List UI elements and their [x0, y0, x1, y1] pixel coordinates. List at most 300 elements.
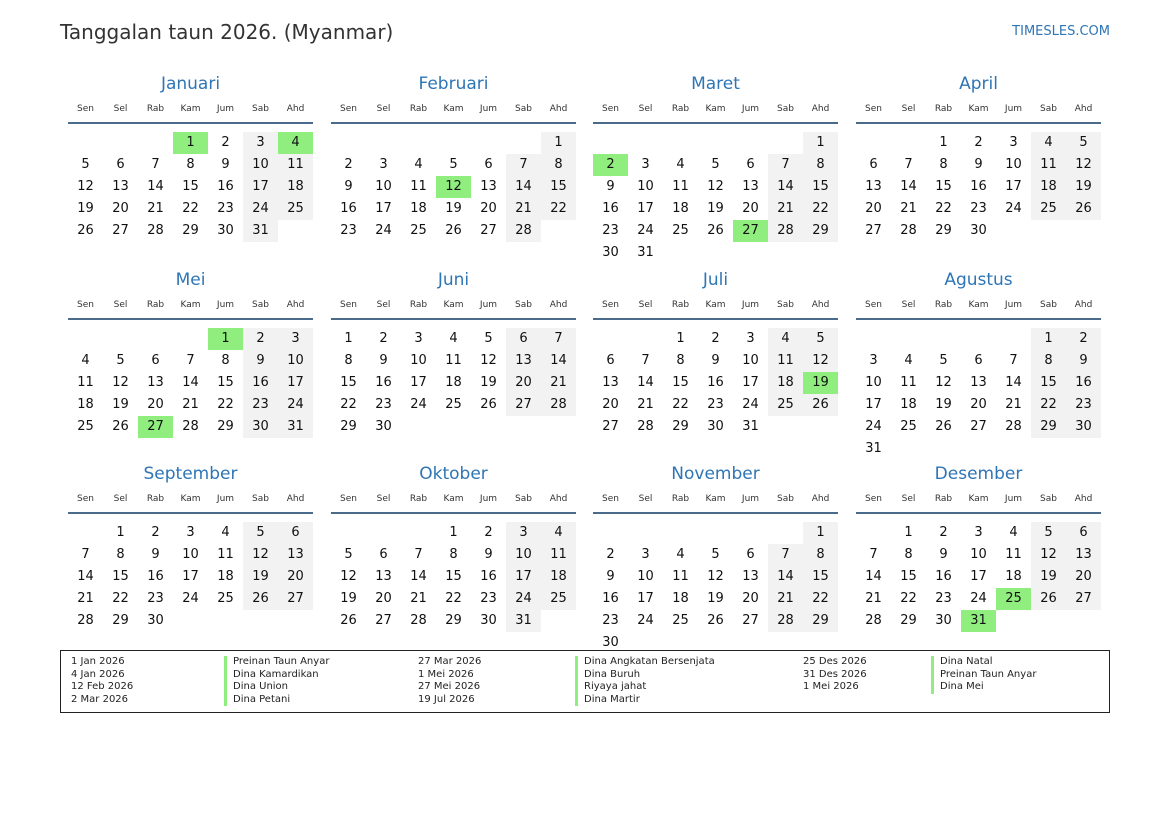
day-cell: 18 — [77, 397, 94, 412]
holiday-day-cell: 4 — [278, 132, 313, 154]
weekday-label: Kam — [443, 300, 464, 310]
day-cell: 21 — [637, 397, 654, 412]
day-cell: 29 — [1031, 416, 1066, 438]
day-cell: 18 — [768, 372, 803, 394]
month-divider — [593, 318, 838, 320]
day-cell: 10 — [637, 569, 654, 584]
day-cell: 10 — [742, 353, 759, 368]
day-cell: 21 — [1005, 397, 1022, 412]
day-cell: 19 — [77, 201, 94, 216]
day-cell: 25 — [672, 223, 689, 238]
day-cell: 11 — [1031, 154, 1066, 176]
day-cell: 18 — [672, 591, 689, 606]
day-cell: 5 — [243, 522, 278, 544]
day-cell: 3 — [278, 328, 313, 350]
month-divider — [68, 122, 313, 124]
day-cell: 8 — [803, 544, 838, 566]
month-name: Januari — [160, 74, 221, 94]
day-cell: 5 — [1066, 132, 1101, 154]
day-cell: 18 — [410, 201, 427, 216]
day-cell: 26 — [707, 613, 724, 628]
day-cell: 29 — [217, 419, 234, 434]
weekday-label: Ahd — [1074, 494, 1093, 504]
holiday-day-cell: 2 — [593, 154, 628, 176]
day-cell: 14 — [77, 569, 94, 584]
day-cell: 17 — [410, 375, 427, 390]
day-cell: 29 — [803, 610, 838, 632]
month-name: November — [671, 464, 760, 484]
day-cell: 24 — [1005, 201, 1022, 216]
day-cell: 7 — [81, 547, 90, 562]
day-cell: 28 — [637, 419, 654, 434]
month-name: Agustus — [944, 270, 1013, 290]
day-cell: 24 — [970, 591, 987, 606]
day-cell: 9 — [711, 353, 720, 368]
day-cell: 17 — [865, 397, 882, 412]
day-cell: 30 — [707, 419, 724, 434]
day-cell: 14 — [541, 350, 576, 372]
weekday-label: Jum — [1004, 300, 1023, 310]
day-cell: 17 — [1005, 179, 1022, 194]
weekday-label: Sab — [777, 494, 794, 504]
day-cell: 26 — [112, 419, 129, 434]
day-cell: 4 — [449, 331, 458, 346]
day-cell: 30 — [147, 613, 164, 628]
day-cell: 10 — [410, 353, 427, 368]
weekday-label: Sab — [777, 300, 794, 310]
day-cell: 2 — [606, 547, 615, 562]
day-cell: 11 — [672, 569, 689, 584]
weekday-label: Ahd — [811, 494, 830, 504]
day-cell: 21 — [865, 591, 882, 606]
weekday-label: Sab — [515, 300, 532, 310]
holiday-day-cell: 12 — [436, 176, 471, 198]
weekday-label: Sel — [638, 300, 653, 310]
day-cell: 15 — [182, 179, 199, 194]
day-cell: 23 — [243, 394, 278, 416]
weekday-label: Sab — [1040, 494, 1057, 504]
day-cell: 24 — [742, 397, 759, 412]
day-cell: 24 — [637, 223, 654, 238]
day-cell: 12 — [340, 569, 357, 584]
day-cell: 5 — [1031, 522, 1066, 544]
day-cell: 14 — [865, 569, 882, 584]
day-cell: 8 — [676, 353, 685, 368]
day-cell: 5 — [116, 353, 125, 368]
weekday-label: Sab — [1040, 300, 1057, 310]
day-cell: 8 — [803, 154, 838, 176]
day-cell: 12 — [935, 375, 952, 390]
day-cell: 22 — [803, 588, 838, 610]
day-cell: 11 — [541, 544, 576, 566]
day-cell: 10 — [637, 179, 654, 194]
day-cell: 24 — [410, 397, 427, 412]
month-name: Juni — [437, 270, 470, 290]
day-cell: 11 — [278, 154, 313, 176]
legend-date: 1 Jan 2026 — [71, 656, 125, 667]
day-cell: 10 — [1005, 157, 1022, 172]
day-cell: 31 — [278, 416, 313, 438]
day-cell: 16 — [602, 201, 619, 216]
day-cell: 27 — [375, 613, 392, 628]
day-cell: 30 — [1066, 416, 1101, 438]
day-cell: 19 — [1066, 176, 1101, 198]
day-cell: 16 — [602, 591, 619, 606]
weekday-label: Rab — [934, 104, 953, 114]
day-cell: 16 — [147, 569, 164, 584]
day-cell: 12 — [1066, 154, 1101, 176]
day-cell: 26 — [707, 223, 724, 238]
day-cell: 22 — [340, 397, 357, 412]
holiday-day-cell: 27 — [733, 220, 768, 242]
weekday-label: Sen — [865, 104, 882, 114]
day-cell: 24 — [182, 591, 199, 606]
legend-holiday: Dina Martir — [584, 693, 640, 705]
day-cell: 1 — [541, 132, 576, 154]
day-cell: 18 — [217, 569, 234, 584]
day-cell: 21 — [768, 198, 803, 220]
day-cell: 6 — [1066, 522, 1101, 544]
day-cell: 29 — [340, 419, 357, 434]
weekday-label: Sab — [252, 104, 269, 114]
legend-dates-col1 — [71, 656, 133, 706]
day-cell: 28 — [77, 613, 94, 628]
day-cell: 21 — [182, 397, 199, 412]
day-cell: 12 — [77, 179, 94, 194]
day-cell: 29 — [112, 613, 129, 628]
weekday-label: Rab — [409, 300, 428, 310]
day-cell: 7 — [869, 547, 878, 562]
day-cell: 31 — [243, 220, 278, 242]
day-cell: 26 — [480, 397, 497, 412]
day-cell: 20 — [970, 397, 987, 412]
month-name: Maret — [691, 74, 740, 94]
day-cell: 25 — [445, 397, 462, 412]
weekday-label: Sab — [252, 494, 269, 504]
day-cell: 11 — [77, 375, 94, 390]
day-cell: 24 — [278, 394, 313, 416]
weekday-label: Sen — [602, 104, 619, 114]
weekday-label: Ahd — [286, 494, 305, 504]
month-name: Mei — [175, 270, 206, 290]
day-cell: 23 — [480, 591, 497, 606]
day-cell: 3 — [243, 132, 278, 154]
day-cell: 2 — [939, 525, 948, 540]
day-cell: 13 — [375, 569, 392, 584]
day-cell: 20 — [278, 566, 313, 588]
day-cell: 25 — [672, 613, 689, 628]
day-cell: 27 — [602, 419, 619, 434]
day-cell: 7 — [151, 157, 160, 172]
day-cell: 24 — [243, 198, 278, 220]
day-cell: 30 — [602, 245, 619, 260]
weekday-label: Ahd — [549, 300, 568, 310]
day-cell: 4 — [768, 328, 803, 350]
day-cell: 10 — [865, 375, 882, 390]
legend-holiday: Dina Union — [233, 681, 289, 692]
day-cell: 16 — [340, 201, 357, 216]
legend-date: 25 Des 2026 — [803, 656, 867, 667]
legend-date: 1 Mei 2026 — [418, 668, 474, 680]
day-cell: 17 — [506, 566, 541, 588]
legend-names-col2 — [575, 656, 715, 706]
legend-date: 27 Mei 2026 — [418, 681, 481, 692]
day-cell: 29 — [935, 223, 952, 238]
month-name: September — [143, 464, 238, 484]
weekday-label: Kam — [180, 494, 201, 504]
day-cell: 23 — [970, 201, 987, 216]
legend-holiday: Dina Natal — [940, 656, 993, 667]
day-cell: 6 — [151, 353, 160, 368]
day-cell: 26 — [445, 223, 462, 238]
weekday-label: Sen — [340, 104, 357, 114]
day-cell: 23 — [375, 397, 392, 412]
day-cell: 15 — [217, 375, 234, 390]
weekday-label: Rab — [934, 494, 953, 504]
month-name: April — [959, 74, 998, 94]
day-cell: 11 — [768, 350, 803, 372]
day-cell: 21 — [147, 201, 164, 216]
day-cell: 25 — [768, 394, 803, 416]
weekday-label: Sel — [901, 300, 916, 310]
weekday-label: Sel — [901, 104, 916, 114]
day-cell: 19 — [935, 397, 952, 412]
day-cell: 2 — [974, 135, 983, 150]
weekday-label: Ahd — [549, 104, 568, 114]
day-cell: 28 — [1005, 419, 1022, 434]
day-cell: 16 — [935, 569, 952, 584]
month-divider — [68, 318, 313, 320]
day-cell: 5 — [711, 157, 720, 172]
day-cell: 17 — [182, 569, 199, 584]
day-cell: 24 — [506, 588, 541, 610]
weekday-label: Sab — [1040, 104, 1057, 114]
weekday-label: Rab — [934, 300, 953, 310]
day-cell: 27 — [112, 223, 129, 238]
day-cell: 7 — [186, 353, 195, 368]
day-cell: 10 — [243, 154, 278, 176]
day-cell: 13 — [278, 544, 313, 566]
site-link[interactable]: TIMESLES.COM — [1012, 24, 1110, 39]
day-cell: 20 — [147, 397, 164, 412]
day-cell: 1 — [803, 522, 838, 544]
weekday-label: Rab — [409, 494, 428, 504]
day-cell: 14 — [1005, 375, 1022, 390]
day-cell: 7 — [541, 328, 576, 350]
weekday-label: Sel — [113, 300, 128, 310]
day-cell: 22 — [1031, 394, 1066, 416]
day-cell: 4 — [904, 353, 913, 368]
weekday-label: Sel — [376, 104, 391, 114]
day-cell: 14 — [637, 375, 654, 390]
day-cell: 17 — [637, 201, 654, 216]
day-cell: 21 — [900, 201, 917, 216]
day-cell: 6 — [379, 547, 388, 562]
day-cell: 2 — [243, 328, 278, 350]
weekday-label: Jum — [216, 494, 235, 504]
holiday-legend — [60, 650, 1110, 713]
weekday-label: Jum — [479, 104, 498, 114]
weekday-label: Kam — [968, 104, 989, 114]
day-cell: 12 — [803, 350, 838, 372]
day-cell: 20 — [865, 201, 882, 216]
day-cell: 15 — [803, 176, 838, 198]
weekday-label: Sel — [638, 104, 653, 114]
day-cell: 23 — [1066, 394, 1101, 416]
day-cell: 1 — [939, 135, 948, 150]
weekday-label: Sen — [340, 494, 357, 504]
day-cell: 31 — [865, 441, 882, 456]
day-cell: 3 — [974, 525, 983, 540]
weekday-label: Kam — [705, 300, 726, 310]
day-cell: 17 — [278, 372, 313, 394]
legend-dates-col3 — [803, 656, 867, 694]
day-cell: 6 — [506, 328, 541, 350]
day-cell: 21 — [768, 588, 803, 610]
legend-holiday: Preinan Taun Anyar — [233, 656, 330, 667]
day-cell: 18 — [900, 397, 917, 412]
day-cell: 6 — [484, 157, 493, 172]
day-cell: 18 — [278, 176, 313, 198]
day-cell: 17 — [742, 375, 759, 390]
month-divider — [331, 512, 576, 514]
weekday-label: Ahd — [811, 300, 830, 310]
legend-date: 12 Feb 2026 — [71, 681, 134, 692]
day-cell: 9 — [939, 547, 948, 562]
day-cell: 3 — [1009, 135, 1018, 150]
day-cell: 31 — [637, 245, 654, 260]
weekday-label: Sel — [376, 300, 391, 310]
weekday-label: Jum — [741, 104, 760, 114]
weekday-label: Rab — [409, 104, 428, 114]
day-cell: 24 — [637, 613, 654, 628]
day-cell: 2 — [379, 331, 388, 346]
day-cell: 9 — [1066, 350, 1101, 372]
day-cell: 23 — [602, 223, 619, 238]
day-cell: 6 — [606, 353, 615, 368]
day-cell: 21 — [506, 198, 541, 220]
day-cell: 23 — [147, 591, 164, 606]
day-cell: 10 — [375, 179, 392, 194]
day-cell: 4 — [81, 353, 90, 368]
weekday-label: Jum — [1004, 104, 1023, 114]
day-cell: 13 — [742, 179, 759, 194]
day-cell: 19 — [112, 397, 129, 412]
day-cell: 14 — [182, 375, 199, 390]
page-title: Tanggalan taun 2026. (Myanmar) — [60, 20, 394, 44]
weekday-label: Sel — [638, 494, 653, 504]
day-cell: 20 — [506, 372, 541, 394]
day-cell: 20 — [1066, 566, 1101, 588]
day-cell: 27 — [1066, 588, 1101, 610]
day-cell: 15 — [803, 566, 838, 588]
legend-date: 4 Jan 2026 — [71, 668, 125, 680]
day-cell: 5 — [939, 353, 948, 368]
day-cell: 7 — [414, 547, 423, 562]
day-cell: 26 — [243, 588, 278, 610]
weekday-label: Rab — [671, 104, 690, 114]
month-name: Juli — [702, 270, 729, 290]
day-cell: 7 — [768, 154, 803, 176]
day-cell: 16 — [375, 375, 392, 390]
day-cell: 1 — [803, 132, 838, 154]
day-cell: 12 — [707, 569, 724, 584]
day-cell: 5 — [803, 328, 838, 350]
day-cell: 26 — [340, 613, 357, 628]
holiday-day-cell: 1 — [208, 328, 243, 350]
day-cell: 2 — [484, 525, 493, 540]
day-cell: 17 — [375, 201, 392, 216]
day-cell: 4 — [676, 157, 685, 172]
holiday-day-cell: 1 — [173, 132, 208, 154]
day-cell: 24 — [375, 223, 392, 238]
day-cell: 2 — [151, 525, 160, 540]
day-cell: 4 — [1009, 525, 1018, 540]
legend-holiday: Dina Mei — [940, 681, 984, 692]
day-cell: 18 — [1031, 176, 1066, 198]
month-name: Desember — [934, 464, 1023, 484]
day-cell: 16 — [243, 372, 278, 394]
day-cell: 13 — [112, 179, 129, 194]
weekday-label: Sen — [77, 494, 94, 504]
day-cell: 28 — [768, 610, 803, 632]
day-cell: 23 — [707, 397, 724, 412]
day-cell: 5 — [81, 157, 90, 172]
day-cell: 25 — [217, 591, 234, 606]
day-cell: 22 — [445, 591, 462, 606]
day-cell: 16 — [970, 179, 987, 194]
day-cell: 6 — [278, 522, 313, 544]
day-cell: 9 — [974, 157, 983, 172]
day-cell: 22 — [217, 397, 234, 412]
day-cell: 15 — [672, 375, 689, 390]
legend-date: 27 Mar 2026 — [418, 656, 482, 667]
month-divider — [856, 122, 1101, 124]
day-cell: 29 — [672, 419, 689, 434]
day-cell: 5 — [449, 157, 458, 172]
day-cell: 9 — [379, 353, 388, 368]
day-cell: 2 — [221, 135, 230, 150]
day-cell: 27 — [506, 394, 541, 416]
day-cell: 3 — [746, 331, 755, 346]
legend-holiday: Dina Angkatan Bersenjata — [584, 656, 715, 667]
day-cell: 13 — [970, 375, 987, 390]
day-cell: 19 — [445, 201, 462, 216]
day-cell: 7 — [768, 544, 803, 566]
day-cell: 20 — [480, 201, 497, 216]
weekday-label: Kam — [180, 104, 201, 114]
day-cell: 13 — [506, 350, 541, 372]
day-cell: 19 — [707, 201, 724, 216]
legend-dates-col2 — [418, 656, 481, 706]
day-cell: 30 — [243, 416, 278, 438]
day-cell: 4 — [1031, 132, 1066, 154]
day-cell: 20 — [742, 201, 759, 216]
day-cell: 22 — [672, 397, 689, 412]
month-divider — [593, 512, 838, 514]
day-cell: 23 — [340, 223, 357, 238]
day-cell: 13 — [1066, 544, 1101, 566]
day-cell: 7 — [904, 157, 913, 172]
weekday-label: Ahd — [1074, 300, 1093, 310]
weekday-label: Kam — [180, 300, 201, 310]
day-cell: 19 — [707, 591, 724, 606]
day-cell: 26 — [1066, 198, 1101, 220]
day-cell: 27 — [865, 223, 882, 238]
weekday-label: Jum — [479, 300, 498, 310]
day-cell: 8 — [541, 154, 576, 176]
day-cell: 7 — [1009, 353, 1018, 368]
